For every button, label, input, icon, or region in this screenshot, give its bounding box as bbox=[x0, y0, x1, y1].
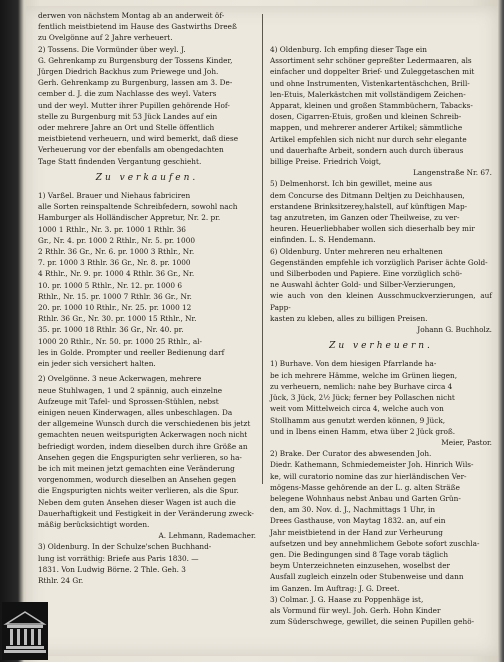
text-line: derwen von nächstem Montag ab an anderweit öf- bbox=[38, 11, 225, 20]
text-line: stelle zu Burgenburg mit 53 Jück Landes auf ein bbox=[38, 111, 218, 121]
text-line: 10. pr. 1000 5 Rthlr., Nr. 12. pr. 1000 6 bbox=[38, 280, 183, 290]
text-line: mappen, und mehrerer anderer Artikel; sämmtliche bbox=[270, 123, 463, 133]
text-line: zu verheuern, nemlich: nahe bey Burhave circa 4 bbox=[270, 381, 453, 391]
text-line: gen. Die Bedingungen sind 8 Tage vorab täglich bbox=[270, 549, 449, 559]
text-line: 5) Delmenhorst. Ich bin gewillet, meine aus bbox=[270, 179, 432, 189]
text-line: und ohne Instrumenten, Vistenkartentäschchen, Brill- bbox=[270, 78, 470, 88]
text-line: billige Preise. Friedrich Voigt, bbox=[270, 157, 382, 167]
notice-brake bbox=[270, 448, 492, 594]
left-top-lines bbox=[38, 10, 256, 44]
text-line: Drees Gasthause, von Maytag 1832. an, auf ein bbox=[270, 516, 446, 526]
text-line: 3) Colmar. J. G. Haase zu Poppenhäge ist, bbox=[270, 594, 424, 604]
text-line: und in Ibens einen Hamm, etwa über 2 Jück groß. bbox=[270, 426, 456, 436]
text-line: Ausfall zugleich einzeln oder Stubenweise und dann bbox=[270, 572, 464, 582]
text-line: les in Golde. Prompter und reeller Bedienung darf bbox=[38, 347, 225, 357]
text-line: Assortiment sehr schöner gepreßter Ledermaaren, als bbox=[270, 56, 472, 66]
text-line: G. Gehrenkamp zu Burgensburg der Tossens Kinder, bbox=[38, 55, 233, 65]
signature-voigt-address: Langenstraße Nr. 67. bbox=[413, 168, 492, 178]
text-line: len-Etuis, Malerkästchen mit vollständigem Zeichen- bbox=[270, 89, 466, 99]
text-line: vorgenommen, wodurch dieselben an Ansehen gegen bbox=[38, 475, 237, 485]
section-heading-zu-verkaufen: Zu verkaufen. bbox=[95, 172, 199, 183]
text-line: aufsetzen und bey annehmlichem Gebote sofort zuschla- bbox=[270, 538, 480, 548]
text-line: 1) Burhave. Von dem hiesigen Pfarrlande ha- bbox=[270, 359, 437, 369]
text-line: Artikel empfehlen sich nicht nur durch sehr elegante bbox=[270, 134, 467, 144]
text-line: 3) Oldenburg. In der Schulze'schen Buchhand- bbox=[38, 542, 212, 552]
notice-oldenburg-buchhandlung bbox=[38, 541, 256, 586]
text-line: Ansehen gegen die Engspurigten sehr verlieren, so ha- bbox=[38, 452, 242, 462]
signature-buchholz: Johann G. Buchholz. bbox=[417, 325, 492, 335]
text-line: Hamburger als Holländischer Appretur, Nr. 2. pr. bbox=[38, 213, 221, 223]
text-line: 2) Ovelgönne. 3 neue Ackerwagen, mehrere bbox=[38, 374, 202, 384]
text-line: einfacher und doppelter Brief- und Zuleggetaschen mit bbox=[270, 67, 475, 77]
text-line: Gerh. Gehrenkamp zu Burgenburg, lassen am 3. De- bbox=[38, 78, 233, 88]
text-line: wie auch von den kleinen Ausschmuckverzierungen, auf Papp- bbox=[270, 291, 492, 312]
text-line: 2 Rthlr. 36 Gr., Nr. 6. pr. 1000 3 Rthlr., Nr. bbox=[38, 247, 195, 257]
text-line: als Vormund für weyl. Joh. Gerh. Hohn Kinder bbox=[270, 605, 441, 615]
text-line: ne Auswahl ächter Gold- und Silber-Verzierungen, bbox=[270, 280, 456, 290]
text-line: einfinden. L. S. Hendemann. bbox=[270, 235, 376, 245]
text-line: Gegenständen empfehle ich vorzüglich Pariser ächte Gold- bbox=[270, 257, 488, 267]
text-line: im Ganzen. Im Auftrag: J. G. Dreet. bbox=[270, 583, 400, 593]
text-line: tag anzutreten, im Ganzen oder Theilweise, zu ver- bbox=[270, 213, 460, 223]
text-line: ein jeder sich versichert halten. bbox=[38, 359, 156, 369]
text-line: 20. pr. 1000 10 Rthlr., Nr. 25. pr. 1000 12 bbox=[38, 303, 192, 313]
notice-delmenhorst bbox=[270, 178, 492, 245]
text-line: cember d. J. die zum Nachlasse des weyl. Vaters bbox=[38, 89, 217, 99]
library-building-logo bbox=[2, 602, 48, 660]
notice-ovelgoenne bbox=[38, 373, 256, 541]
text-line: meistbietend verheuern, und wird bemerkt, daß diese bbox=[38, 134, 239, 144]
text-line: gemachten neuen weitspurigten Ackerwagen noch nicht bbox=[38, 430, 248, 440]
text-line: oder mehrere Jahre an Ort und Stelle öffentlich bbox=[38, 123, 215, 133]
notice-tossens bbox=[38, 44, 256, 167]
text-line: und der weyl. Mutter ihrer Pupillen gehörende Hof- bbox=[38, 100, 230, 110]
column-divider bbox=[262, 14, 263, 484]
left-column bbox=[38, 10, 256, 586]
notice-oldenburg-buchholz bbox=[270, 246, 492, 336]
section-heading-zu-verheuern: Zu verheuern. bbox=[329, 341, 433, 352]
text-line: ke, will curatorio nomine das zur hierländischen Ver- bbox=[270, 471, 467, 481]
text-line: lung ist vorräthig: Briefe aus Paris 1830. — bbox=[38, 553, 199, 563]
text-line: Jück, 3 Jück, 2½ Jück; ferner bey Pollaschen nicht bbox=[270, 393, 455, 403]
text-line: der allgemeine Wunsch durch die verschiedenen bis jetzt bbox=[38, 419, 251, 429]
text-line: zu Ovelgönne auf 2 Jahre verheuert. bbox=[38, 33, 173, 43]
text-line: Aufzeuge mit Tafel- und Sprossen-Stühlen, nebst bbox=[38, 396, 219, 406]
text-line: 1831. Von Ludwig Börne. 2 Thle. Geh. 3 bbox=[38, 564, 186, 574]
text-line: 2) Brake. Der Curator des abwesenden Joh. bbox=[270, 449, 432, 459]
text-line: 1000 20 Rthlr., Nr. 50. pr. 1000 25 Rthlr., al- bbox=[38, 336, 202, 346]
text-line: Dauerhaftigkeit und Festigkeit in der Veränderung zweck- bbox=[38, 508, 254, 518]
text-line: 1) Varßel. Brauer und Niehaus fabriciren bbox=[38, 191, 191, 201]
text-line: heuren. Heuerliebhaber wollen sich dieserhalb bey mir bbox=[270, 224, 475, 234]
text-line: 4 Rthlr., Nr. 9. pr. 1000 4 Rthlr. 36 Gr., Nr. bbox=[38, 269, 195, 279]
text-line: befriedigt worden, indem dieselben durch ihre Größe an bbox=[38, 441, 248, 451]
text-line: kasten zu kleben, alles zu billigen Preisen. bbox=[270, 313, 428, 323]
text-line: erstandene Brinksitzerey,halstell, auf künftigen Map- bbox=[270, 201, 468, 211]
text-line: Rthlr., Nr. 15. pr. 1000 7 Rthlr. 36 Gr., Nr. bbox=[38, 291, 192, 301]
text-line: be ich mit meinen jetzt gemachten eine Veränderung bbox=[38, 463, 235, 473]
text-line: Stollhamm aus genutzt werden können, 9 Jück, bbox=[270, 415, 446, 425]
text-line: den, am 30. Nov. d. J., Nachmittags 1 Uhr, in bbox=[270, 505, 436, 515]
text-line: Rthlr. 24 Gr. bbox=[38, 575, 84, 585]
text-line: weit vom Mittelweich circa 4, welche auch von bbox=[270, 404, 444, 414]
notice-burhave bbox=[270, 358, 492, 448]
text-line: 6) Oldenburg. Unter mehreren neu erhaltenen bbox=[270, 246, 443, 256]
text-line: Gr., Nr. 4. pr. 1000 2 Rthlr., Nr. 5. pr. 1000 bbox=[38, 235, 195, 245]
text-line: fentlich meistbietend im Hause des Gastwirths Dreeß bbox=[38, 22, 237, 32]
text-line: mögens-Masse gehörende an der L. g. alten Sträße bbox=[270, 482, 460, 492]
text-line: alle Sorten reinspaltende Schreibfedern, sowohl nach bbox=[38, 202, 238, 212]
text-line: dosen, Cigarren-Etuis, großen und kleinen Schreib- bbox=[270, 112, 462, 122]
signature-meier: Meier, Pastor. bbox=[441, 437, 492, 447]
building-icon bbox=[2, 602, 48, 660]
text-line: zum Süderschwege, gewillet, die seinen Pupillen gehö- bbox=[270, 617, 475, 627]
signature-lehmann: A. Lehmann, Rademacher. bbox=[158, 531, 256, 541]
notice-oldenburg-voigt bbox=[270, 44, 492, 178]
text-line: be ich mehrere Hämme, welche im Grünen liegen, bbox=[270, 370, 458, 380]
text-line: dem Concurse des Ditmann Deltjen zu Deichhausen, bbox=[270, 190, 465, 200]
text-line: beym Unterzeichneten einzusehen, woselbst der bbox=[270, 561, 451, 571]
notice-colmar bbox=[270, 594, 492, 628]
newspaper-page bbox=[26, 6, 498, 656]
text-line: Neben dem guten Ansehen dieser Wagen ist auch die bbox=[38, 497, 236, 507]
text-line: 7. pr. 1000 3 Rthlr. 36 Gr., Nr. 8. pr. 1000 bbox=[38, 258, 191, 268]
right-column bbox=[270, 44, 492, 627]
text-line: Verheuerung vor der ebenfalls am obengedachten bbox=[38, 145, 224, 155]
text-line: Jürgen Diedrich Backhus zum Priewege und Joh. bbox=[38, 67, 219, 77]
notice-varssel bbox=[38, 190, 256, 369]
text-line: die Engspurigten nichts weiter verlieren, als die Spur. bbox=[38, 486, 239, 496]
text-line: Rthlr. 36 Gr., Nr. 30. pr. 1000 15 Rthlr., Nr. bbox=[38, 314, 197, 324]
text-line: neue Stuhlwagen, 1 und 2 spännig, auch einzelne bbox=[38, 385, 223, 395]
text-line: belegene Wohnhaus nebst Anbau und Garten Grün- bbox=[270, 493, 461, 503]
text-line: 2) Tossens. Die Vormünder über weyl. J. bbox=[38, 44, 186, 54]
text-line: Diedr. Kathemann, Schmiedemeister Joh. Hinrich Wils- bbox=[270, 460, 474, 470]
text-line: Tage Statt findenden Vergantung geschieht. bbox=[38, 156, 202, 166]
text-line: einigen neuen Kinderwagen, alles unbeschlagen. Da bbox=[38, 407, 233, 417]
text-line: 1000 1 Rthlr., Nr. 3. pr. 1000 1 Rthlr. 36 bbox=[38, 224, 186, 234]
text-line: mäßig berücksichtigt worden. bbox=[38, 519, 150, 529]
text-line: 35. pr. 1000 18 Rthlr. 36 Gr., Nr. 40. pr. bbox=[38, 325, 184, 335]
text-line: und dauerhafte Arbeit, sondern auch durch überaus bbox=[270, 145, 464, 155]
text-line: 4) Oldenburg. Ich empfing dieser Tage ein bbox=[270, 45, 427, 54]
text-line: Jahr meistbietend in der Hand zur Verheurung bbox=[270, 527, 443, 537]
text-line: und Silberboden und Papiere. Eine vorzüglich schö- bbox=[270, 269, 463, 279]
text-line: Apparat, kleinen und großen Stammbüchern, Tabacks- bbox=[270, 101, 473, 111]
